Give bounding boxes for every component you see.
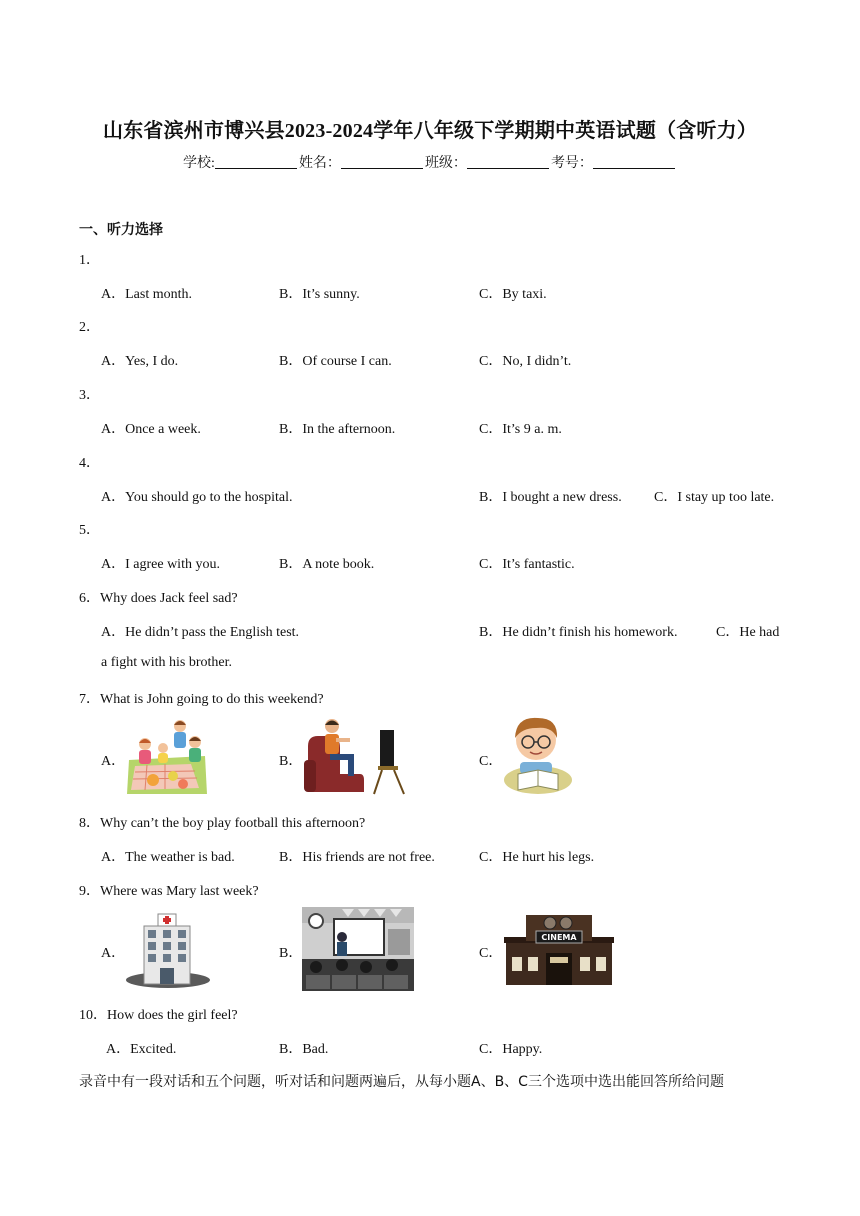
picnic-family-picture[interactable]	[125, 716, 209, 796]
student-info-line	[0, 152, 860, 172]
option-b[interactable]: B．It’s sunny.	[279, 287, 360, 302]
option-b[interactable]: B．His friends are not free.	[279, 850, 435, 865]
question-number: 10．	[79, 1008, 107, 1023]
question-number: 4．	[79, 456, 100, 471]
option-c[interactable]: C．It’s fantastic.	[479, 557, 575, 572]
cinema-sign-text: CINEMA	[541, 933, 577, 942]
option-c-continued: a fight with his brother.	[101, 655, 233, 670]
hospital-picture[interactable]	[124, 908, 212, 990]
instruction-text: 录音中有一段对话和五个问题，听对话和问题两遍后，从每小题A、B、C三个选项中选出能回答所给问题	[79, 1074, 724, 1090]
option-a[interactable]: A．Yes, I do.	[101, 354, 179, 369]
option-b[interactable]: B．Of course I can.	[279, 354, 392, 369]
option-a[interactable]: A．Once a week.	[101, 422, 201, 437]
option-b[interactable]: B．	[279, 754, 303, 769]
school-blank[interactable]	[215, 154, 297, 169]
option-a[interactable]: A．You should go to the hospital.	[101, 490, 293, 505]
question-stem	[79, 812, 365, 832]
option-b[interactable]: B．A note book.	[279, 557, 375, 572]
classroom-picture[interactable]	[302, 907, 414, 991]
question-number: 6．	[79, 591, 100, 606]
option-c[interactable]: C．It’s 9 a. m.	[479, 422, 562, 437]
option-a[interactable]: A．Excited.	[106, 1042, 177, 1057]
question-number: 3．	[79, 388, 100, 403]
option-b[interactable]: B．He didn’t finish his homework.	[479, 625, 678, 640]
class-label: 班级：	[424, 156, 467, 171]
number-label: 考号：	[550, 156, 593, 171]
question-number: 2．	[79, 320, 100, 335]
question-text: What is John going to do this weekend?	[100, 692, 324, 707]
option-c[interactable]: C．	[479, 754, 503, 769]
option-a[interactable]: A．The weather is bad.	[101, 850, 235, 865]
question-text: Why can’t the boy play football this afternoon?	[100, 816, 366, 831]
option-b[interactable]: B．In the afternoon.	[279, 422, 396, 437]
question-number: 5．	[79, 523, 100, 538]
option-c[interactable]: C．I stay up too late.	[654, 490, 775, 505]
cinema-picture[interactable]	[502, 909, 616, 987]
question-text: Why does Jack feel sad?	[100, 591, 238, 606]
number-blank[interactable]	[593, 154, 675, 169]
section-heading: 一、听力选择	[79, 222, 163, 238]
option-a[interactable]: A．	[101, 754, 126, 769]
option-c[interactable]: C．He had	[716, 625, 780, 640]
option-a[interactable]: A．I agree with you.	[101, 557, 220, 572]
school-label: 学校:	[183, 156, 215, 171]
watching-tv-picture[interactable]	[300, 716, 410, 796]
question-text: How does the girl feel?	[107, 1008, 238, 1023]
question-number: 9．	[79, 884, 100, 899]
option-b[interactable]: B．Bad.	[279, 1042, 329, 1057]
class-blank[interactable]	[467, 154, 549, 169]
question-stem	[79, 587, 238, 607]
option-b[interactable]: B．	[279, 946, 303, 961]
option-a[interactable]: A．He didn’t pass the English test.	[101, 625, 300, 640]
page-title: 山东省滨州市博兴县2023-2024学年八年级下学期期中英语试题（含听力）	[102, 120, 758, 142]
question-number: 8．	[79, 816, 100, 831]
question-stem	[79, 688, 324, 708]
question-number: 1．	[79, 253, 100, 268]
option-a[interactable]: A．Last month.	[101, 287, 192, 302]
question-text: Where was Mary last week?	[100, 884, 259, 899]
question-number: 7．	[79, 692, 100, 707]
option-c[interactable]: C．No, I didn’t.	[479, 354, 572, 369]
option-c[interactable]: C．By taxi.	[479, 287, 547, 302]
boy-reading-picture[interactable]	[502, 716, 574, 796]
name-blank[interactable]	[341, 154, 423, 169]
question-stem	[79, 1004, 238, 1024]
option-c[interactable]: C．Happy.	[479, 1042, 543, 1057]
option-a[interactable]: A．	[101, 946, 126, 961]
option-c[interactable]: C．He hurt his legs.	[479, 850, 595, 865]
name-label: 姓名：	[298, 156, 341, 171]
option-c[interactable]: C．	[479, 946, 503, 961]
question-stem	[79, 880, 259, 900]
option-b[interactable]: B．I bought a new dress.	[479, 490, 622, 505]
